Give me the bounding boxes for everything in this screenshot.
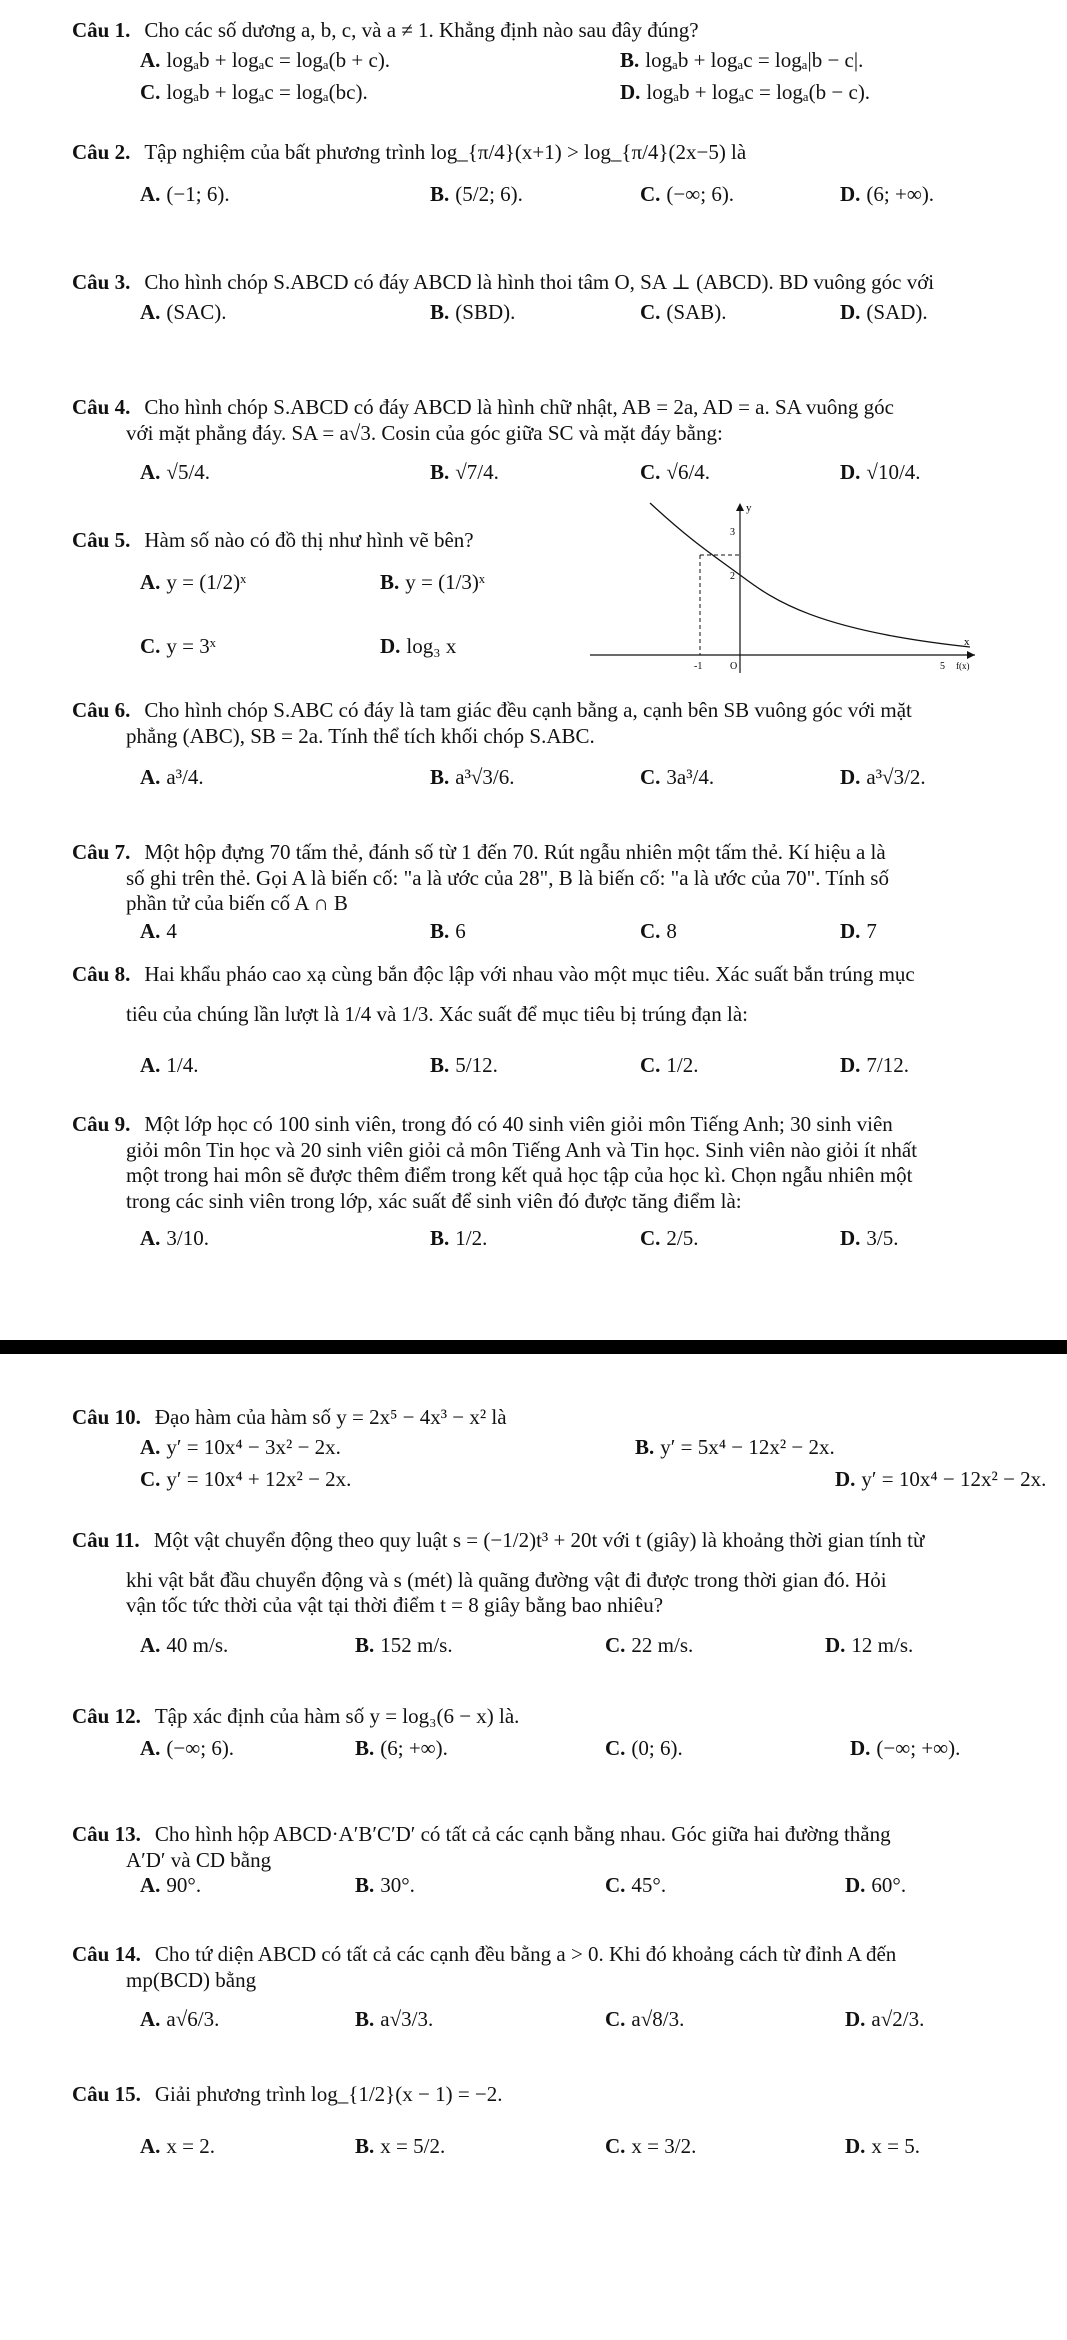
option-c[interactable]: C. 1/2. <box>640 1053 699 1078</box>
option-a[interactable]: A. (−1; 6). <box>140 181 230 206</box>
question-11 <box>72 1528 1032 1667</box>
question-text: Giải phương trình log_{1/2}(x − 1) = −2. <box>154 2082 503 2106</box>
option-c[interactable]: C. y = 3ˣ <box>140 633 216 658</box>
tick-label: 2 <box>730 571 735 582</box>
question-text-cont: một trong hai môn sẽ được thêm điểm trong kết quả học tập của học kì. Chọn ngẫu nhiên một <box>126 1163 913 1188</box>
option-b[interactable]: B. x = 5/2. <box>355 2133 446 2158</box>
question-text: Cho tứ diện ABCD có tất cả các cạnh đều bằng a > 0. Khi đó khoảng cách từ đỉnh A đến <box>154 1942 897 1966</box>
tick-label: O <box>730 661 738 672</box>
option-d[interactable]: D. y′ = 10x⁴ − 12x² − 2x. <box>835 1466 1047 1491</box>
x-label: x <box>964 636 970 648</box>
option-c[interactable]: C. logₐb + logₐc = logₐ(bc). <box>140 79 368 104</box>
option-a[interactable]: A. a³/4. <box>140 765 204 790</box>
question-number: Câu 7. <box>72 840 131 864</box>
option-c[interactable]: C. y′ = 10x⁴ + 12x² − 2x. <box>140 1466 352 1491</box>
option-a[interactable]: A. 4 <box>140 918 177 943</box>
option-a[interactable]: A. √5/4. <box>140 460 211 485</box>
option-c[interactable]: C. 45°. <box>605 1873 667 1898</box>
question-text: Cho hình chóp S.ABCD có đáy ABCD là hình thoi tâm O, SA ⊥ (ABCD). BD vuông góc với <box>144 270 935 294</box>
question-text-cont: với mặt phẳng đáy. SA = a√3. Cosin của góc giữa SC và mặt đáy bằng: <box>126 420 723 445</box>
option-a[interactable]: A. 3/10. <box>140 1226 210 1251</box>
question-text: Một hộp đựng 70 tấm thẻ, đánh số từ 1 đến 70. Rút ngẫu nhiên một tấm thẻ. Kí hiệu a là <box>144 840 886 864</box>
question-text-cont: số ghi trên thẻ. Gọi A là biến cố: "a là ước của 28", B là biến cố: "a là ước của 70". Tính số <box>126 865 889 890</box>
option-b[interactable]: B. 6 <box>430 918 466 943</box>
y-label: y <box>746 502 752 514</box>
option-d[interactable]: D. x = 5. <box>845 2133 921 2158</box>
option-a[interactable]: A. x = 2. <box>140 2133 216 2158</box>
option-d[interactable]: D. log₃ x <box>380 633 457 658</box>
question-text-cont: tiêu của chúng lần lượt là 1/4 và 1/3. Xác suất để mục tiêu bị trúng đạn là: <box>126 1001 748 1026</box>
question-number: Câu 3. <box>72 270 131 294</box>
question-text: Đạo hàm của hàm số y = 2x⁵ − 4x³ − x² là <box>154 1405 507 1429</box>
question-number: Câu 5. <box>72 528 131 552</box>
question-7 <box>72 840 1032 953</box>
option-a[interactable]: A. (SAC). <box>140 299 227 324</box>
option-d[interactable]: D. logₐb + logₐc = logₐ(b − c). <box>620 79 871 104</box>
option-a[interactable]: A. 1/4. <box>140 1053 199 1078</box>
tick-label: 5 <box>940 661 945 672</box>
option-b[interactable]: B. (5/2; 6). <box>430 181 523 206</box>
question-text-cont: giỏi môn Tin học và 20 sinh viên giỏi cả môn Tiếng Anh và Tin học. Sinh viên nào giỏi ít nhất <box>126 1137 918 1162</box>
function-graph <box>590 495 980 675</box>
option-d[interactable]: D. (6; +∞). <box>840 181 935 206</box>
question-text: Tập xác định của hàm số y = log₃(6 − x) là. <box>154 1704 520 1728</box>
question-text: Cho hình chóp S.ABCD có đáy ABCD là hình chữ nhật, AB = 2a, AD = a. SA vuông góc <box>144 395 894 419</box>
option-d[interactable]: D. 7/12. <box>840 1053 910 1078</box>
question-15 <box>72 2082 1032 2186</box>
option-d[interactable]: D. 12 m/s. <box>825 1632 914 1657</box>
option-d[interactable]: D. 3/5. <box>840 1226 899 1251</box>
question-number: Câu 2. <box>72 140 131 164</box>
tick-label: -1 <box>694 661 703 672</box>
option-a[interactable]: A. y′ = 10x⁴ − 3x² − 2x. <box>140 1434 341 1459</box>
option-b[interactable]: B. a√3/3. <box>355 2007 434 2032</box>
option-b[interactable]: B. (SBD). <box>430 299 516 324</box>
question-text: Cho các số dương a, b, c, và a ≠ 1. Khẳng định nào sau đây đúng? <box>144 18 699 42</box>
option-a[interactable]: A. a√6/3. <box>140 2007 220 2032</box>
question-number: Câu 15. <box>72 2082 141 2106</box>
y-axis-arrow-icon <box>736 503 744 511</box>
question-3 <box>72 270 1032 334</box>
option-b[interactable]: B. √7/4. <box>430 460 499 485</box>
question-12 <box>72 1704 1032 1770</box>
question-text-cont: vận tốc tức thời của vật tại thời điểm t = 8 giây bằng bao nhiêu? <box>126 1593 664 1618</box>
option-a[interactable]: A. 40 m/s. <box>140 1632 229 1657</box>
question-number: Câu 11. <box>72 1528 140 1552</box>
option-b[interactable]: B. a³√3/6. <box>430 765 515 790</box>
option-d[interactable]: D. (SAD). <box>840 299 928 324</box>
question-number: Câu 12. <box>72 1704 141 1728</box>
question-number: Câu 10. <box>72 1405 141 1429</box>
option-d[interactable]: D. (−∞; +∞). <box>850 1735 961 1760</box>
question-text-cont: trong các sinh viên trong lớp, xác suất để sinh viên đó được tăng điểm là: <box>126 1188 742 1213</box>
question-14 <box>72 1942 1032 2059</box>
question-5 <box>72 528 552 668</box>
question-2 <box>72 140 1032 242</box>
option-c[interactable]: C. (SAB). <box>640 299 727 324</box>
tick-label: 3 <box>730 527 735 538</box>
option-b[interactable]: B. 152 m/s. <box>355 1632 453 1657</box>
question-text-cont: mp(BCD) bằng <box>126 1967 257 1992</box>
option-b[interactable]: B. (6; +∞). <box>355 1735 448 1760</box>
question-text: Hàm số nào có đồ thị như hình vẽ bên? <box>144 528 474 552</box>
question-number: Câu 13. <box>72 1822 141 1846</box>
option-b[interactable]: B. y = (1/3)ˣ <box>380 569 485 594</box>
option-d[interactable]: D. 60°. <box>845 1873 907 1898</box>
option-b[interactable]: B. 30°. <box>355 1873 415 1898</box>
question-text: Hai khẩu pháo cao xạ cùng bắn độc lập với nhau vào một mục tiêu. Xác suất bắn trúng mục <box>144 962 915 986</box>
option-c[interactable]: C. √6/4. <box>640 460 711 485</box>
option-d[interactable]: D. a³√3/2. <box>840 765 926 790</box>
question-number: Câu 14. <box>72 1942 141 1966</box>
question-1 <box>72 18 1032 112</box>
option-b[interactable]: B. logₐb + logₐc = logₐ|b − c|. <box>620 47 864 72</box>
question-number: Câu 1. <box>72 18 131 42</box>
question-13 <box>72 1822 1032 1907</box>
option-b[interactable]: B. 5/12. <box>430 1053 498 1078</box>
option-d[interactable]: D. √10/4. <box>840 460 921 485</box>
curve-line <box>650 503 970 647</box>
option-a[interactable]: A. logₐb + logₐc = logₐ(b + c). <box>140 47 391 72</box>
option-c[interactable]: C. 8 <box>640 918 677 943</box>
question-number: Câu 4. <box>72 395 131 419</box>
option-c[interactable]: C. (0; 6). <box>605 1735 683 1760</box>
option-a[interactable]: A. y = (1/2)ˣ <box>140 569 247 594</box>
question-number: Câu 9. <box>72 1112 131 1136</box>
tick-label: f(x) <box>956 661 970 671</box>
question-text-cont: A′D′ và CD bằng <box>126 1847 272 1872</box>
option-c[interactable]: C. 2/5. <box>640 1226 699 1251</box>
option-c[interactable]: C. (−∞; 6). <box>640 181 735 206</box>
option-c[interactable]: C. 3a³/4. <box>640 765 715 790</box>
question-10 <box>72 1405 1047 1499</box>
option-c[interactable]: C. x = 3/2. <box>605 2133 697 2158</box>
option-b[interactable]: B. 1/2. <box>430 1226 488 1251</box>
question-8 <box>72 962 1032 1105</box>
question-text: Tập nghiệm của bất phương trình log_{π/4}(x+1) > log_{π/4}(2x−5) là <box>144 140 747 164</box>
section-divider <box>0 1340 1067 1354</box>
question-text-cont: phần tử của biến cố A ∩ B <box>126 891 348 916</box>
question-9 <box>72 1112 1032 1278</box>
question-text: Một lớp học có 100 sinh viên, trong đó có 40 sinh viên giỏi môn Tiếng Anh; 30 sinh viên <box>144 1112 893 1136</box>
question-text: Một vật chuyển động theo quy luật s = (−1/2)t³ + 20t với t (giây) là khoảng thời gian tính từ <box>153 1528 925 1552</box>
question-text-cont: khi vật bắt đầu chuyển động và s (mét) là quãng đường vật đi được trong thời gian đó. Hỏi <box>126 1567 887 1592</box>
question-6 <box>72 698 1032 817</box>
question-text: Cho hình hộp ABCD·A′B′C′D′ có tất cả các cạnh bằng nhau. Góc giữa hai đường thẳng <box>154 1822 891 1846</box>
option-a[interactable]: A. (−∞; 6). <box>140 1735 235 1760</box>
option-d[interactable]: D. a√2/3. <box>845 2007 925 2032</box>
question-number: Câu 6. <box>72 698 131 722</box>
question-text-cont: phẳng (ABC), SB = 2a. Tính thể tích khối chóp S.ABC. <box>126 723 595 748</box>
question-number: Câu 8. <box>72 962 131 986</box>
option-b[interactable]: B. y′ = 5x⁴ − 12x² − 2x. <box>635 1434 835 1459</box>
x-axis-arrow-icon <box>967 651 975 659</box>
option-d[interactable]: D. 7 <box>840 918 877 943</box>
option-c[interactable]: C. 22 m/s. <box>605 1632 694 1657</box>
option-a[interactable]: A. 90°. <box>140 1873 202 1898</box>
question-text: Cho hình chóp S.ABC có đáy là tam giác đều cạnh bằng a, cạnh bên SB vuông góc với mặt <box>144 698 912 722</box>
option-c[interactable]: C. a√8/3. <box>605 2007 685 2032</box>
